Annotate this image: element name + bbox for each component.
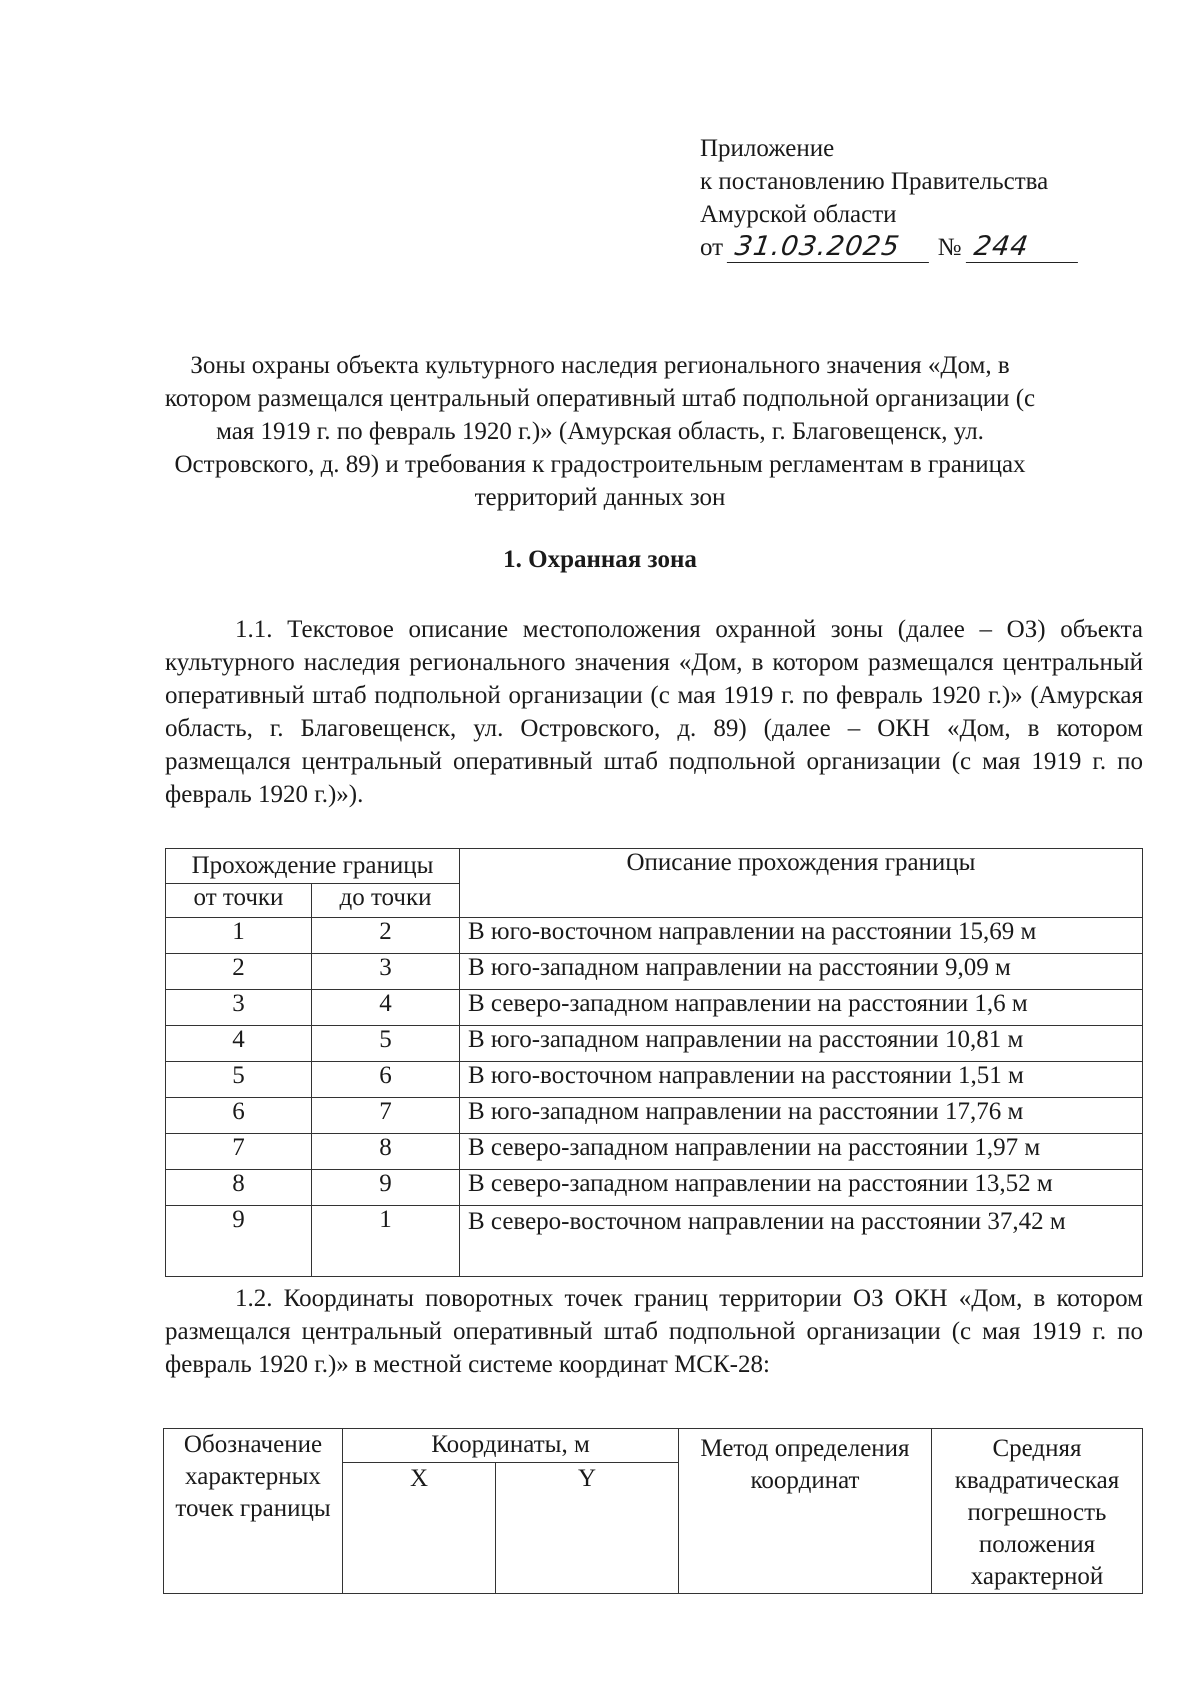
coordinates-table	[163, 1428, 1143, 1594]
date-prefix: от	[700, 234, 724, 261]
cell-desc: В северо-западном направлении на расстоянии 1,6 м	[460, 990, 1143, 1026]
table-row	[166, 1206, 1143, 1277]
cell-from: 6	[166, 1098, 312, 1134]
cell-to: 4	[312, 990, 460, 1026]
boundary-header-group: Прохождение границы	[166, 849, 460, 884]
table-row	[166, 1134, 1143, 1170]
cell-from: 5	[166, 1062, 312, 1098]
paragraph-1-2: 1.2. Координаты поворотных точек границ территории ОЗ ОКН «Дом, в котором размещался центральный оперативный штаб подпольной организации (с мая 1919 г. по февраль 1920 г.)» в местной системе координат МСК-28:	[165, 1285, 1143, 1378]
cell-from: 9	[166, 1206, 312, 1277]
coords-header-y: Y	[496, 1462, 679, 1593]
cell-from: 7	[166, 1134, 312, 1170]
cell-from: 1	[166, 918, 312, 954]
cell-to: 1	[312, 1206, 460, 1277]
cell-from: 3	[166, 990, 312, 1026]
boundary-header-to: до точки	[312, 884, 460, 918]
cell-from: 8	[166, 1170, 312, 1206]
cell-from: 4	[166, 1026, 312, 1062]
cell-desc: В юго-восточном направлении на расстоянии 1,51 м	[460, 1062, 1143, 1098]
table-row	[166, 990, 1143, 1026]
cell-desc: В северо-западном направлении на расстоянии 1,97 м	[460, 1134, 1143, 1170]
cell-desc: В юго-восточном направлении на расстоянии 15,69 м	[460, 918, 1143, 954]
cell-to: 7	[312, 1098, 460, 1134]
document-title: Зоны охраны объекта культурного наследия регионального значения «Дом, в котором размещался центральный оперативный штаб подпольной организации (с мая 1919 г. по февраль 1920 г.)» (Амурская область, г. Благовещенск, ул. Островского, д. 89) и требования к градостроительным регламентам в границах территорий данных зон	[164, 352, 1036, 511]
appendix-line-2: к постановлению Правительства	[700, 168, 1049, 195]
section-heading: 1. Охранная зона	[503, 546, 697, 573]
table-row	[166, 1098, 1143, 1134]
coords-header-method: Метод определения координат	[679, 1429, 932, 1594]
cell-to: 3	[312, 954, 460, 990]
number-prefix: №	[937, 234, 962, 261]
cell-to: 9	[312, 1170, 460, 1206]
table-row	[166, 954, 1143, 990]
appendix-date-number-row	[700, 231, 1080, 264]
table-row	[166, 1026, 1143, 1062]
cell-desc: В северо-западном направлении на расстоянии 13,52 м	[460, 1170, 1143, 1206]
cell-desc: В юго-западном направлении на расстоянии 10,81 м	[460, 1026, 1143, 1062]
cell-from: 2	[166, 954, 312, 990]
cell-desc: В юго-западном направлении на расстоянии 17,76 м	[460, 1098, 1143, 1134]
boundary-header-from: от точки	[166, 884, 312, 918]
coords-header-error: Средняя квадратическая погрешность положения характерной	[932, 1429, 1143, 1594]
cell-to: 2	[312, 918, 460, 954]
cell-to: 6	[312, 1062, 460, 1098]
cell-desc: В северо-восточном направлении на расстоянии 37,42 м	[460, 1206, 1143, 1277]
boundary-header-desc: Описание прохождения границы	[460, 849, 1143, 918]
boundary-table	[165, 848, 1143, 1277]
table-row	[166, 1062, 1143, 1098]
cell-desc: В юго-западном направлении на расстоянии 9,09 м	[460, 954, 1143, 990]
coords-header-x: X	[343, 1462, 496, 1593]
paragraph-1-1: 1.1. Текстовое описание местоположения охранной зоны (далее – ОЗ) объекта культурного наследия регионального значения «Дом, в котором размещался центральный оперативный штаб подпольной организации (с мая 1919 г. по февраль 1920 г.)» (Амурская область, г. Благовещенск, ул. Островского, д. 89) (далее – ОКН «Дом, в котором размещался центральный оперативный штаб подпольной организации (с мая 1919 г. по февраль 1920 г.)»).	[165, 616, 1143, 808]
cell-to: 5	[312, 1026, 460, 1062]
table-row	[166, 918, 1143, 954]
handwritten-date: 31.03.2025	[727, 232, 933, 263]
coords-header-label: Обозначение характерных точек границы	[164, 1429, 343, 1594]
handwritten-number: 244	[966, 232, 1082, 263]
appendix-block	[700, 132, 1080, 264]
cell-to: 8	[312, 1134, 460, 1170]
appendix-line-1: Приложение	[700, 135, 835, 162]
coords-header-coords: Координаты, м	[343, 1429, 679, 1463]
appendix-line-3: Амурской области	[700, 201, 897, 228]
table-row	[166, 1170, 1143, 1206]
